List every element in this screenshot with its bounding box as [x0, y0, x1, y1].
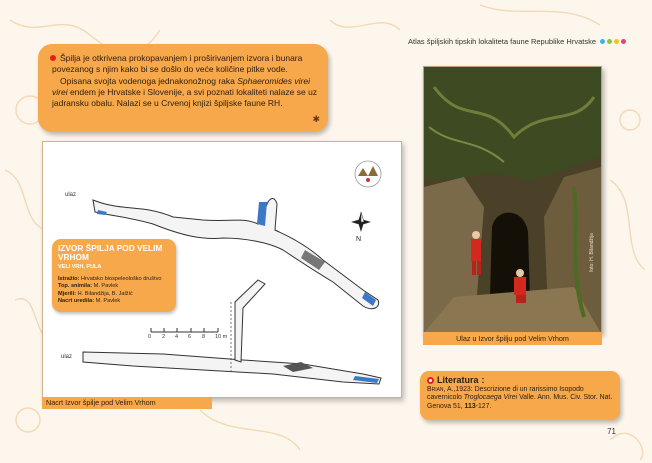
dot-yellow — [614, 39, 619, 44]
atlas-title: Atlas špiljskih tipskih lokaliteta faune Republike Hrvatske — [407, 37, 596, 46]
reference-text-c: -127. — [475, 402, 492, 410]
survey-credits — [58, 276, 170, 306]
scale-label-0: 0 — [148, 334, 152, 340]
map-label-ulaz-bottom: ulaz — [61, 354, 73, 360]
intro-p2-text-a: Opisana svojta vodenoga jednakonožnog raka — [60, 75, 238, 86]
photo-caption: Ulaz u Izvor špilju pod Velim Vrhom — [423, 332, 602, 345]
map-label-ulaz-top: ulaz — [65, 192, 77, 198]
dot-blue — [600, 39, 605, 44]
intro-p2-text-b: endem je Hrvatske i Slovenije, a svi poznati lokaliteti nalaze se uz jadransku obalu. Nalazi se u Crvenoj knjizi špiljske faune RH. — [52, 86, 318, 109]
literature-box — [420, 371, 620, 420]
literature-bullet-icon — [427, 377, 434, 384]
species-name: Sphaeromides virei virei — [52, 75, 310, 97]
photo-illustration — [424, 67, 601, 333]
north-arrow-icon — [351, 212, 371, 232]
scale-label-8: 8 — [202, 334, 206, 340]
credit-uredila: Nacrt uredila: M. Pavlek — [58, 298, 121, 305]
literature-reference — [427, 386, 613, 411]
cave-location: VELI VRH, PULA — [58, 264, 102, 270]
scale-label-4: 4 — [175, 334, 179, 340]
reference-text-a: 1923: Descrizione di un rarissimo Isopodo cavernicolo — [427, 386, 584, 402]
dot-green — [607, 39, 612, 44]
dot-pink — [621, 39, 626, 44]
scale-label-6: 6 — [188, 334, 192, 340]
credit-istrazio: Istražio: Hrvatsko biospeleološko društvo — [58, 276, 162, 282]
profile-passage — [83, 352, 381, 384]
credit-snimila: Top. snimila: M. Pavlek — [58, 283, 119, 290]
scale-label-2: 2 — [162, 334, 166, 340]
literature-colon: : — [481, 375, 485, 385]
literature-title: Literatura — [437, 375, 479, 385]
reference-species: Troglocaega Virei — [463, 394, 518, 402]
credit-mjerili: Mjerili: H. Bilandžija, B. Jalžić — [58, 290, 133, 297]
reference-text-b: Valle. Ann. Mus. Civ. Stor. Nat. Genova 51, — [427, 394, 613, 410]
intro-paragraph-2 — [52, 76, 324, 110]
profile-shaft — [235, 280, 265, 362]
society-logo — [355, 161, 381, 187]
photo-credit: foto: H. Bilandžija — [589, 233, 595, 272]
cave-entrance-photo — [423, 66, 602, 334]
intro-box — [38, 44, 328, 132]
page-header — [408, 37, 626, 46]
reference-author: Brian, A., — [427, 386, 456, 393]
north-label: N — [356, 236, 362, 243]
intro-paragraph-1: Špilja je otkrivena prokopavanjem i proširivanjem izvora i bunara povezanog s njim kako bi se došlo do veće količine pitke vode. — [52, 53, 303, 75]
literature-heading — [427, 375, 613, 385]
beetle-icon: ✱ — [312, 114, 320, 124]
page-number: 71 — [607, 427, 616, 436]
scale-bar — [151, 328, 218, 332]
map-caption: Nacrt Izvor špilje pod Velim Vrhom — [42, 397, 212, 409]
intro-text — [52, 53, 324, 109]
color-dots — [600, 39, 626, 44]
scale-label-10: 10 m — [215, 334, 228, 340]
cave-info-card — [52, 239, 176, 312]
reference-volume: 113 — [464, 402, 476, 410]
cave-name: IZVOR ŠPILJA POD VELIM VRHOM — [58, 243, 163, 262]
